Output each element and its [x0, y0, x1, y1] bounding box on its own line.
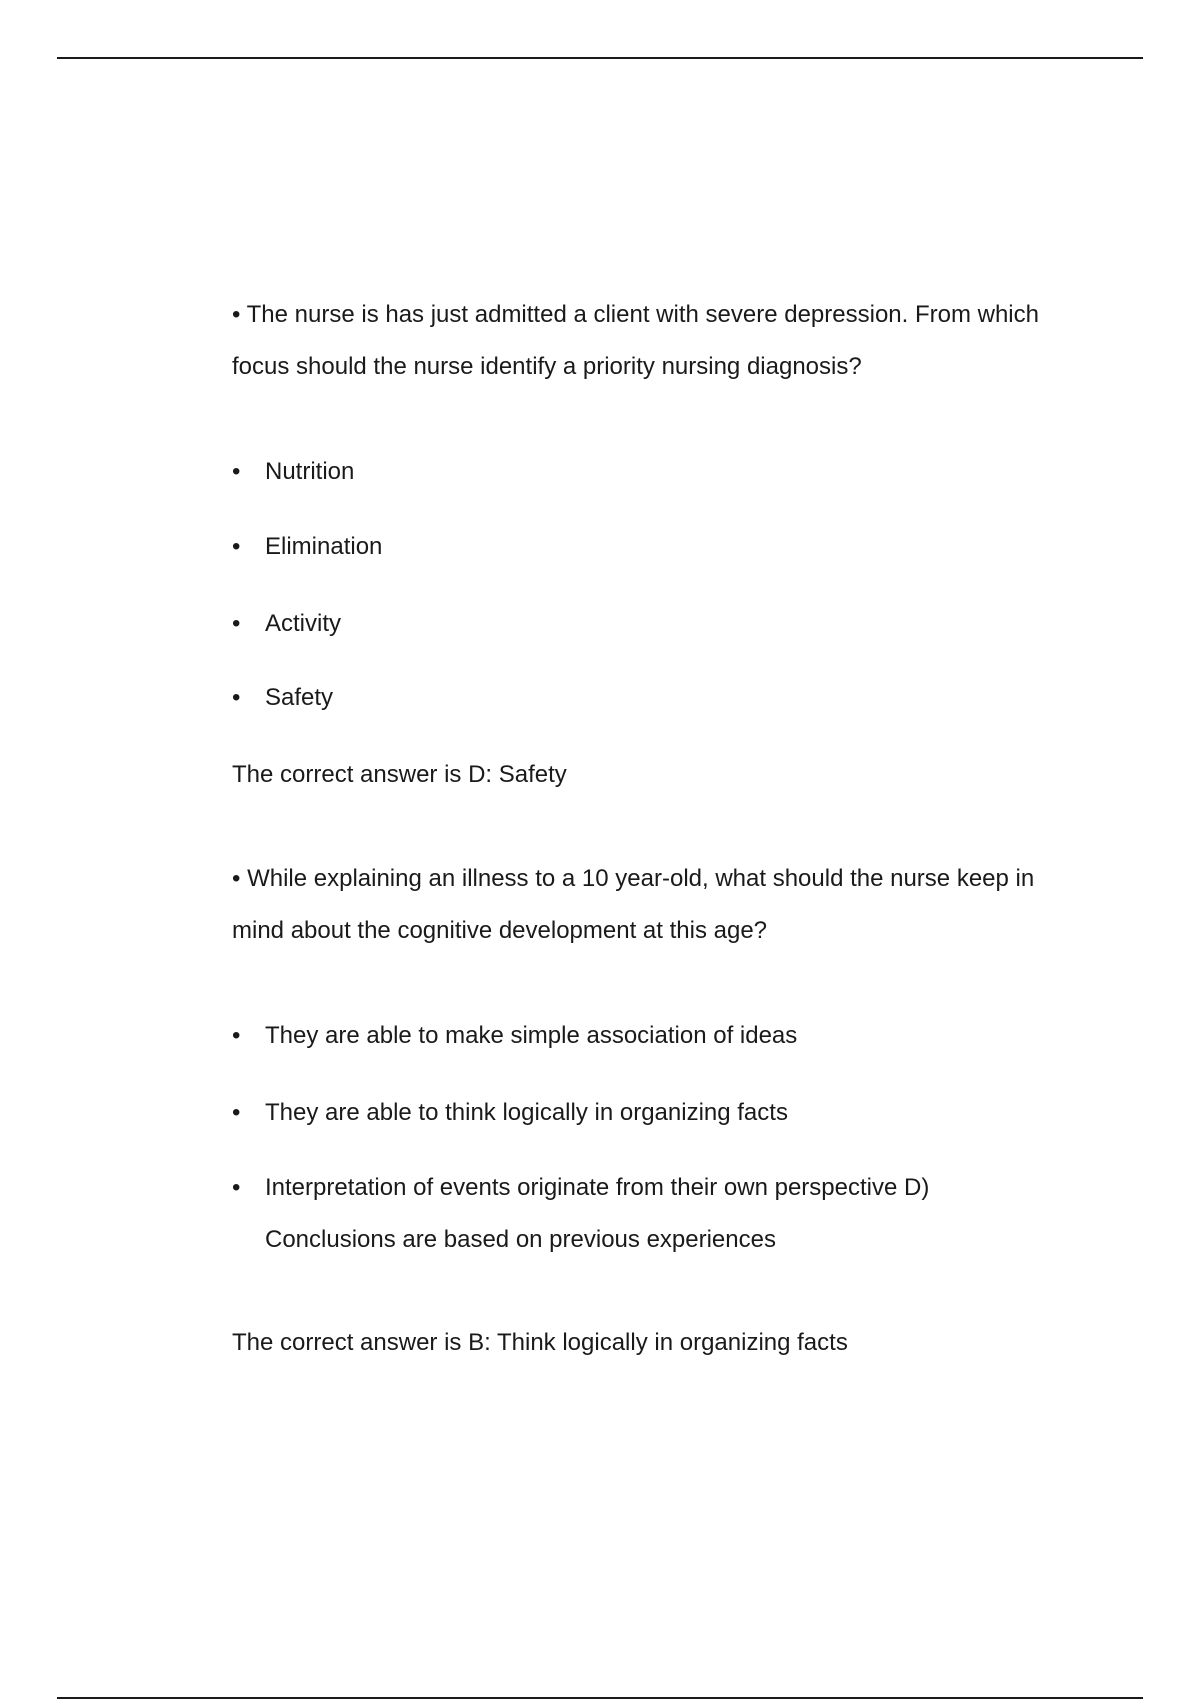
- bullet-icon: •: [232, 458, 241, 485]
- option-label: Elimination: [265, 533, 383, 560]
- top-rule: [57, 57, 1143, 59]
- question-2-answer: The correct answer is B: Think logically in organizing facts: [232, 1329, 848, 1356]
- bullet-icon: •: [232, 1174, 241, 1201]
- option-label: Activity: [265, 610, 342, 637]
- option-label: Interpretation of events originate from their own perspective D) Conclusions are based on previous experiences: [265, 1174, 930, 1253]
- bottom-rule: [57, 1697, 1143, 1699]
- bullet-icon: •: [232, 684, 241, 711]
- option-label: Nutrition: [265, 458, 355, 485]
- question-2-prompt: • While explaining an illness to a 10 year-old, what should the nurse keep in mind about the cognitive development at this age?: [232, 865, 1035, 944]
- question-1-answer: The correct answer is D: Safety: [232, 761, 567, 788]
- question-1-prompt: • The nurse is has just admitted a client with severe depression. From which focus should the nurse identify a priority nursing diagnosis?: [232, 301, 1039, 380]
- bullet-icon: •: [232, 533, 241, 560]
- bullet-icon: •: [232, 1099, 241, 1126]
- option-label: Safety: [265, 684, 334, 711]
- bullet-icon: •: [232, 610, 241, 637]
- option-label: They are able to think logically in organizing facts: [265, 1099, 788, 1126]
- bullet-icon: •: [232, 1022, 241, 1049]
- option-label: They are able to make simple association of ideas: [265, 1022, 798, 1049]
